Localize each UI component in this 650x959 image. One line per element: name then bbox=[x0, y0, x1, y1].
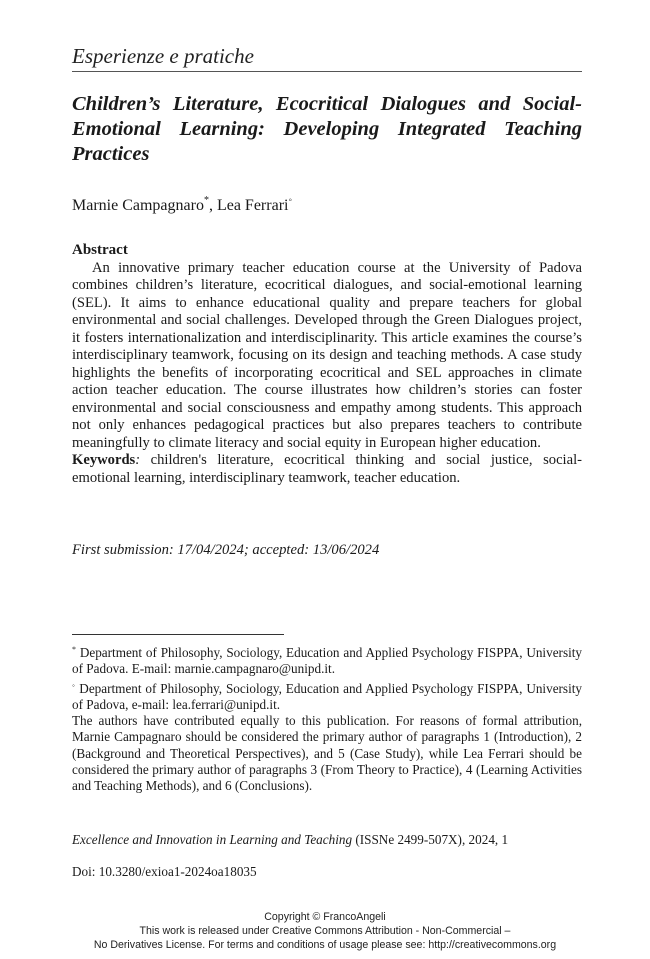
section-header: Esperienze e pratiche bbox=[72, 44, 582, 72]
footnote-divider bbox=[72, 634, 284, 635]
abstract-section bbox=[72, 242, 582, 487]
journal-details: (ISSNe 2499-507X), 2024, 1 bbox=[352, 832, 509, 847]
keywords-separator: : bbox=[135, 452, 151, 468]
author-separator: , bbox=[208, 197, 217, 214]
footnote-mark: ◦ bbox=[72, 680, 76, 690]
license-line: No Derivatives License. For terms and conditions of usage please see: http://creativecommons.org bbox=[93, 939, 557, 951]
footnotes bbox=[72, 642, 582, 795]
doi: Doi: 10.3280/exioa1-2024oa18035 bbox=[72, 864, 257, 879]
journal-citation bbox=[72, 831, 582, 848]
footnote-affiliation-2 bbox=[72, 678, 582, 714]
license-line: This work is released under Creative Commons Attribution - Non-Commercial – bbox=[139, 925, 511, 937]
author-footnote-mark: ◦ bbox=[288, 195, 293, 206]
keywords-list: children's literature, ecocritical thinking and social justice, social-emotional learning, interdisciplinary teamwork, teacher education. bbox=[72, 452, 582, 486]
footnote-contribution: The authors have contributed equally to this publication. For reasons of formal attribution, Marnie Campagnaro should be considered the primary author of paragraphs 1 (Introduction), 2 (Background and Theoretical Perspectives), and 5 (Case Study), while Lea Ferrari should be considered the primary author of paragraphs 3 (From Theory to Practice), 4 (Learning Activities and Teaching Methods), and 6 (Conclusions). bbox=[72, 713, 582, 794]
abstract-body: An innovative primary teacher education course at the University of Padova combines children’s literature, ecocritical dialogues, and social-emotional learning (SEL). It aims to enhance educational quality and prepare teachers for global environmental and social challenges. Developed through the Green Dialogues project, it fosters internationalization and interdisciplinarity. This article examines the course’s interdisciplinary teamwork, focusing on its design and teaching methods. A case study highlights the benefits of incorporating ecocritical and SEL approaches in climate action teacher education. The course illustrates how children’s stories can foster environmental and social consciousness and empathy among students. This approach not only enhances pedagogical practices but also prepares teachers to contribute meaningfully to climate literacy and social equity in European higher education. bbox=[72, 259, 582, 451]
keywords-label: Keywords bbox=[72, 452, 136, 468]
author-name: Lea Ferrari bbox=[216, 197, 289, 214]
abstract-heading: Abstract bbox=[72, 242, 128, 258]
footnote-mark: * bbox=[72, 645, 76, 654]
footnote-text: Department of Philosophy, Sociology, Education and Applied Psychology FISPPA, University of Padova. E-mail: marnie.campagnaro@unipd.it. bbox=[72, 645, 582, 677]
author-list bbox=[72, 191, 292, 216]
footnote-text: Department of Philosophy, Sociology, Education and Applied Psychology FISPPA, University of Padova, e-mail: lea.ferrari@unipd.it. bbox=[72, 680, 582, 712]
author-footnote-mark: * bbox=[203, 195, 209, 206]
copyright-line: Copyright © FrancoAngeli bbox=[264, 911, 386, 923]
license-notice bbox=[0, 910, 650, 952]
keywords bbox=[72, 452, 582, 487]
journal-name: Excellence and Innovation in Learning and Teaching bbox=[72, 832, 353, 847]
author-name: Marnie Campagnaro bbox=[72, 197, 204, 214]
submission-dates: First submission: 17/04/2024; accepted: 13/06/2024 bbox=[72, 542, 380, 558]
article-title: Children’s Literature, Ecocritical Dialogues and Social-Emotional Learning: Developing Integrated Teaching Practices bbox=[72, 93, 582, 165]
footnote-affiliation-1 bbox=[72, 642, 582, 678]
